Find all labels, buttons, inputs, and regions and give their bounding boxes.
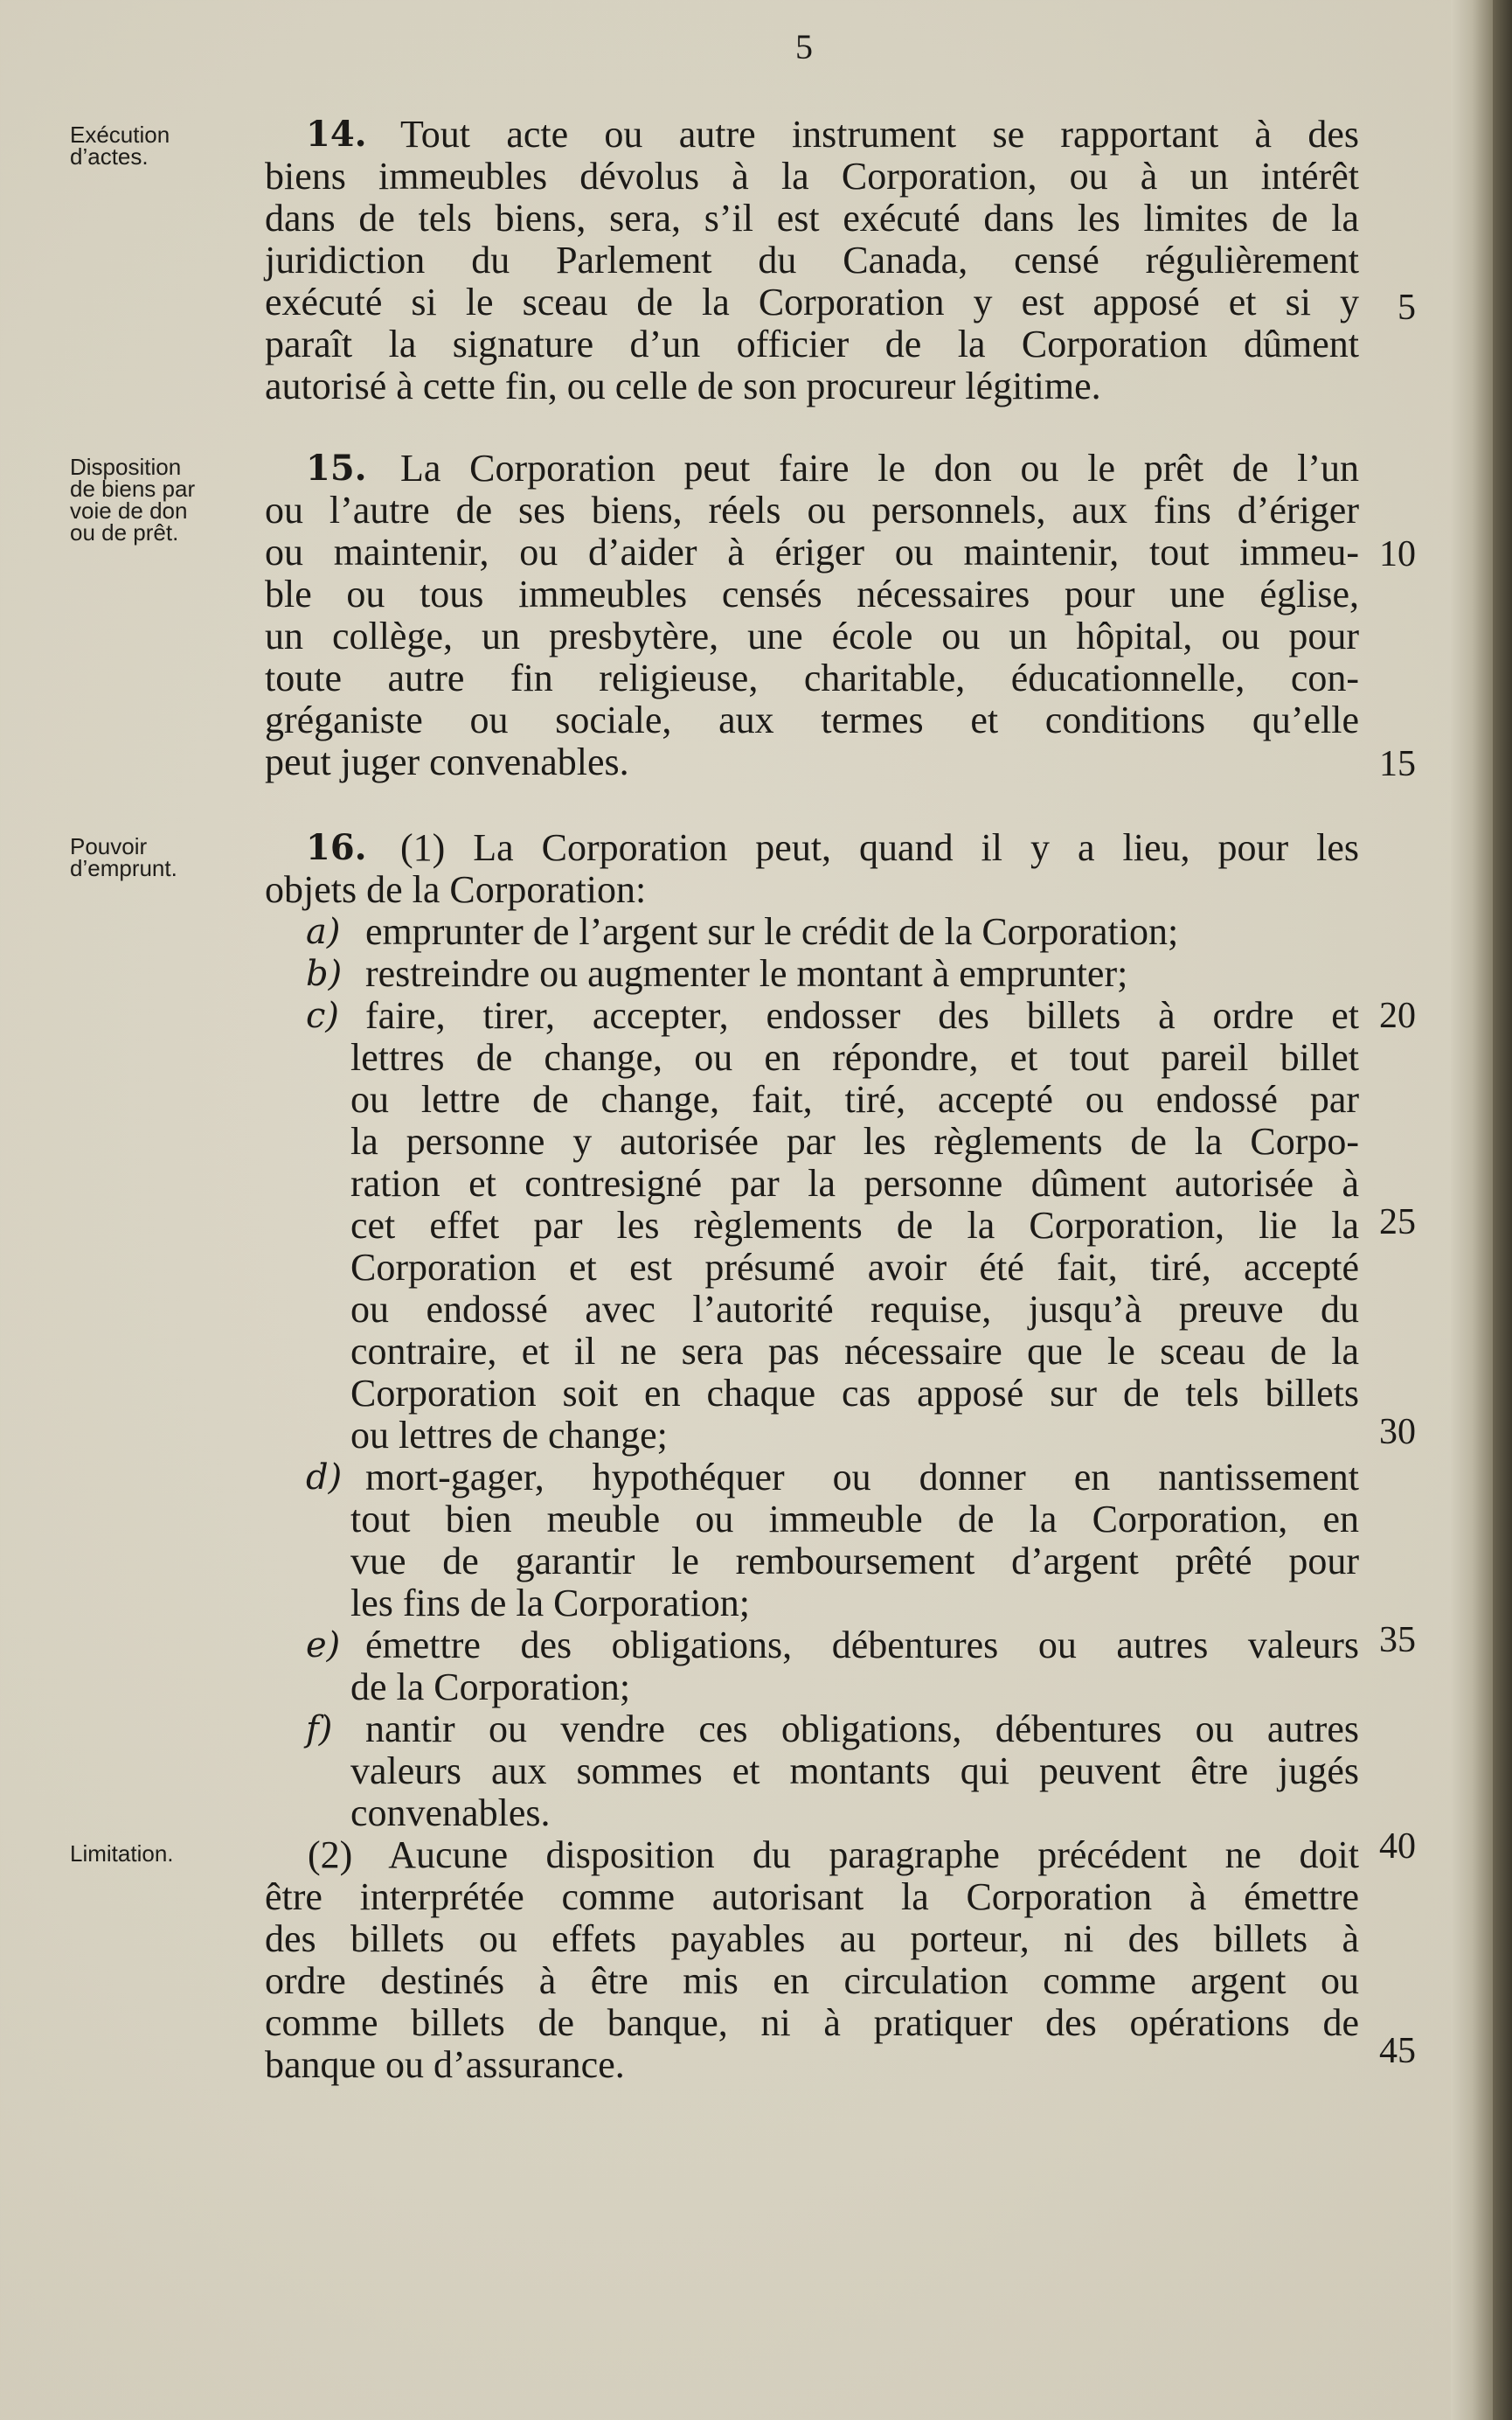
margin-note-line: d’emprunt. [70,855,177,881]
text-line: faire, tirer, accepter, endosser des billets à ordre et [365,994,1359,1037]
text-line: exécuté si le sceau de la Corporation y est apposé et si y [265,281,1359,323]
text-line: ble ou tous immeubles censés nécessaires pour une église, [265,573,1359,615]
text-line: vue de garantir le remboursement d’argent prêté pour [350,1540,1359,1582]
item-label: e) [306,1625,341,1665]
text-line: restreindre ou augmenter le montant à emprunter; [365,952,1128,995]
text-line: contraire, et il ne sera pas nécessaire que le sceau de la [350,1330,1359,1373]
text-line: mort-gager, hypothéquer ou donner en nantissement [365,1456,1359,1499]
line-number: 45 [1379,2031,1416,2071]
section-number: 16. [306,827,367,868]
text-line: lettres de change, ou en répondre, et tout pareil billet [350,1036,1359,1079]
page-number: 5 [795,27,813,66]
text-line: les fins de la Corporation; [350,1582,751,1624]
text-line: ou lettre de change, fait, tiré, accepté ou endossé par [350,1078,1359,1121]
text-line: Corporation soit en chaque cas apposé sur de tels billets [350,1372,1359,1415]
margin-note-line: ou de prêt. [70,519,179,546]
text-line: ration et contresigné par la personne dûment autorisée à [350,1162,1359,1205]
item-label: d) [306,1457,343,1498]
text-line: ou lettres de change; [350,1414,668,1457]
margin-note-line: d’actes. [70,143,149,170]
line-number: 15 [1379,744,1416,784]
margin-note-line: Disposition [70,454,182,480]
line-number: 35 [1379,1620,1416,1660]
text-line: biens immeubles dévolus à la Corporation, ou à un intérêt [265,155,1359,198]
text-line: être interprétée comme autorisant la Corporation à émettre [265,1875,1359,1918]
text-line: comme billets de banque, ni à pratiquer des opérations de [265,2001,1359,2044]
line-number: 5 [1398,288,1416,328]
item-label: f) [306,1709,333,1749]
line-number: 40 [1379,1826,1416,1867]
text-line: banque ou d’assurance. [265,2043,625,2086]
margin-note-line: de biens par [70,476,196,502]
text-line: La Corporation peut faire le don ou le prêt de l’un [400,447,1359,490]
text-line: objets de la Corporation: [265,868,647,911]
line-number: 10 [1379,534,1416,574]
text-line: (2) Aucune disposition du paragraphe précédent ne doit [308,1833,1359,1876]
text-line: convenables. [350,1791,551,1834]
text-line: tout bien meuble ou immeuble de la Corporation, en [350,1498,1359,1540]
item-label: c) [306,996,340,1036]
text-line: ou maintenir, ou d’aider à ériger ou maintenir, tout immeu- [265,531,1359,574]
text-line: ordre destinés à être mis en circulation comme argent ou [265,1959,1359,2002]
text-line: Corporation et est présumé avoir été fait, tiré, accepté [350,1246,1359,1289]
text-line: (1) La Corporation peut, quand il y a lieu, pour les [400,826,1359,869]
text-line: peut juger convenables. [265,741,629,783]
text-line: nantir ou vendre ces obligations, débentures ou autres [365,1707,1359,1750]
text-line: de la Corporation; [350,1665,631,1708]
margin-note-disposition [70,456,245,544]
item-label: a) [306,912,341,952]
margin-note-pouvoir [70,833,245,881]
text-line: valeurs aux sommes et montants qui peuvent être jugés [350,1749,1359,1792]
text-line: des billets ou effets payables au porteur, ni des billets à [265,1917,1359,1960]
text-line: paraît la signature d’un officier de la Corporation dûment [265,323,1359,365]
text-line: juridiction du Parlement du Canada, censé régulièrement [265,239,1359,282]
text-line: un collège, un presbytère, une école ou un hôpital, ou pour [265,615,1359,657]
text-line: la personne y autorisée par les règlements de la Corpo- [350,1120,1359,1163]
text-line: Tout acte ou autre instrument se rapportant à des [400,113,1359,156]
text-line: toute autre fin religieuse, charitable, éducationnelle, con- [265,657,1359,699]
text-line: emprunter de l’argent sur le crédit de la Corporation; [365,910,1179,953]
margin-note-line: voie de don [70,497,188,524]
text-line: ou endossé avec l’autorité requise, jusqu’à preuve du [350,1288,1359,1331]
item-label: b) [306,954,343,994]
margin-note-line: Exécution [70,122,170,148]
text-line: gréganiste ou sociale, aux termes et conditions qu’elle [265,699,1359,741]
section-number: 15. [306,448,367,489]
text-line: autorisé à cette fin, ou celle de son procureur légitime. [265,365,1101,407]
section-number: 14. [306,114,367,155]
line-number: 20 [1379,996,1416,1036]
line-number: 30 [1379,1412,1416,1452]
margin-note-line: Pouvoir [70,833,148,859]
line-number: 25 [1379,1202,1416,1242]
margin-note-execution [70,124,245,168]
text-line: ou l’autre de ses biens, réels ou personnels, aux fins d’ériger [265,489,1359,532]
text-line: cet effet par les règlements de la Corporation, lie la [350,1204,1359,1247]
text-line: émettre des obligations, débentures ou autres valeurs [365,1624,1359,1666]
margin-note-limitation [70,1840,245,1867]
text-line: dans de tels biens, sera, s’il est exécuté dans les limites de la [265,197,1359,240]
margin-note-line: Limitation. [70,1840,174,1867]
